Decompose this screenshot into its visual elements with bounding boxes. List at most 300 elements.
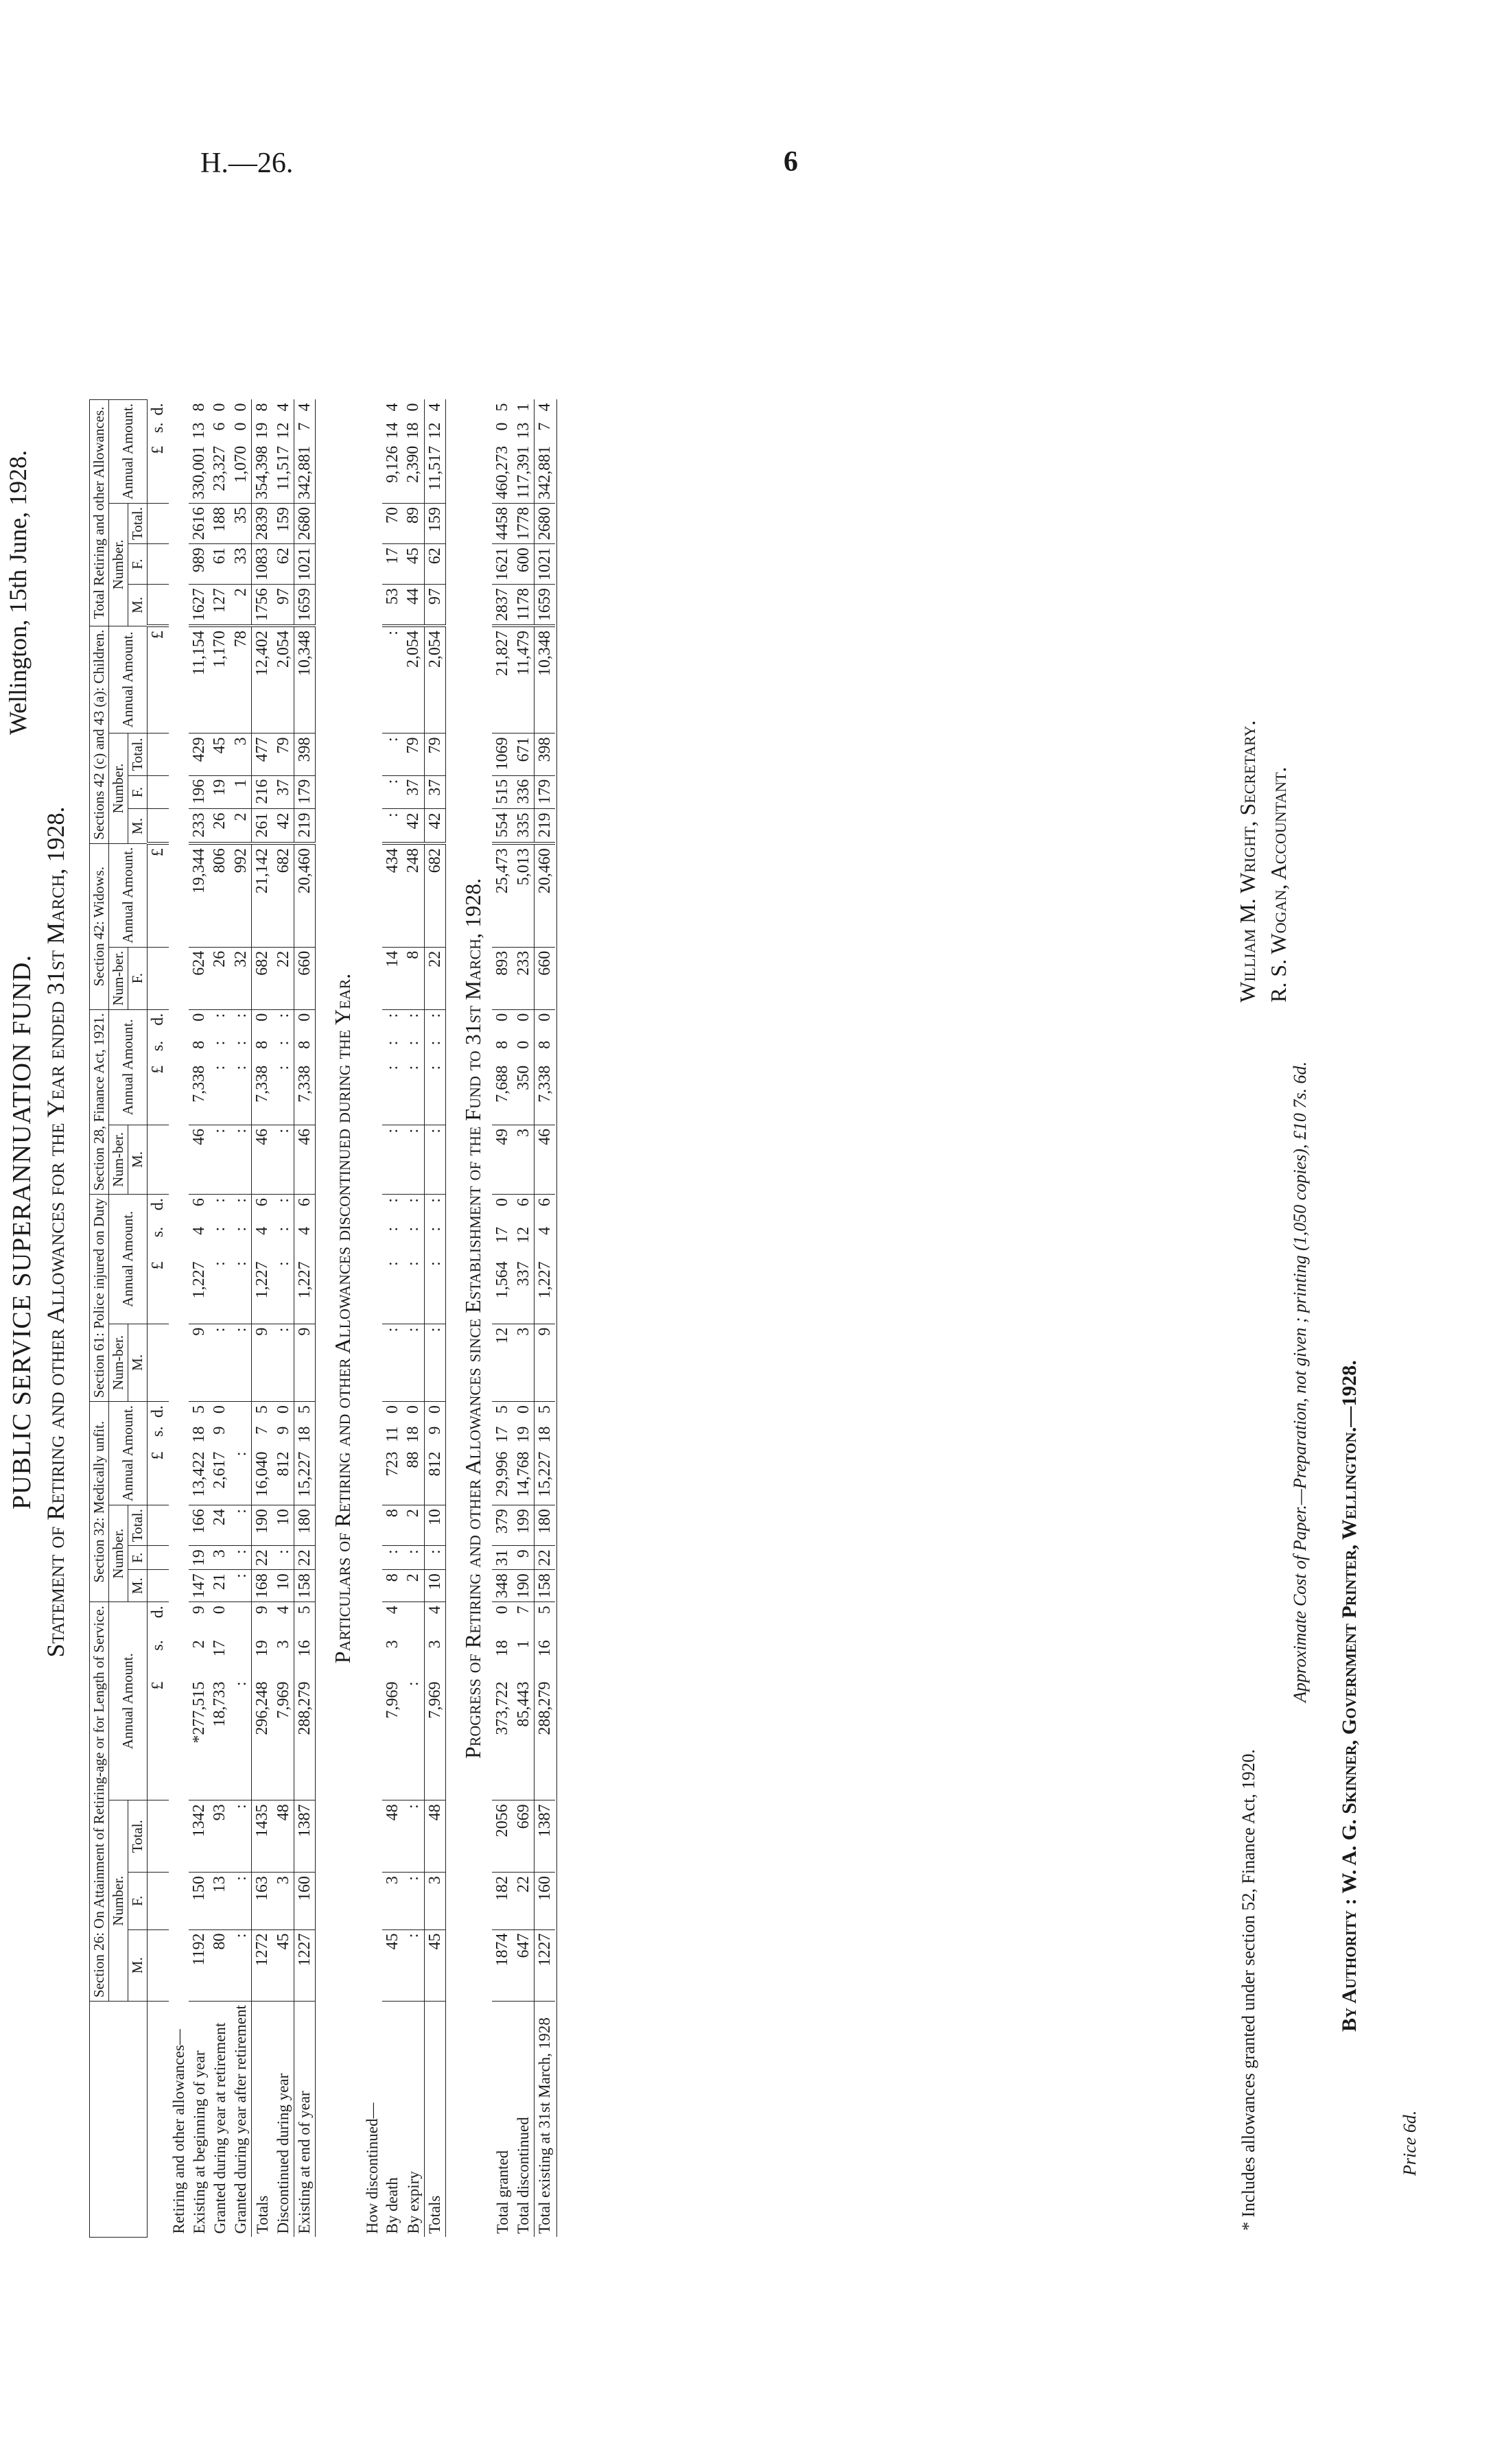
blank-cell [148, 2002, 169, 2238]
header-annual-amount: Annual Amount. [109, 626, 148, 734]
value-cell: 160 [294, 1873, 315, 1929]
value-cell: 1756 [252, 585, 273, 626]
value-cell: : [274, 1013, 292, 1018]
blank-cell [148, 1546, 169, 1570]
value-cell: 233 [189, 809, 209, 843]
value-cell: 3 [424, 1873, 445, 1929]
value-cell: 9 [294, 1324, 315, 1402]
pence-sign: d. [149, 1198, 167, 1211]
value-cell: 45 [403, 544, 424, 585]
header-m: M. [128, 585, 148, 626]
header-m: M. [128, 1570, 148, 1602]
cost-note: Approximate Cost of Paper.—Preparation, not given ; printing (1,050 copies), £10 7s. 6d. [1290, 1061, 1310, 1702]
row-label: Granted during year at retirement [211, 2022, 228, 2234]
value-cell: 8 [382, 1505, 403, 1546]
value-cell: : [382, 775, 403, 809]
value-cell: 0 [189, 1013, 208, 1022]
value-cell: 33 [231, 544, 252, 585]
value-cell: : [403, 1125, 424, 1194]
value-cell: 18 [189, 1426, 208, 1443]
value-cell: 180 [294, 1505, 315, 1546]
value-cell: 4 [274, 1606, 292, 1615]
value-cell: 70 [382, 503, 403, 543]
value-cell: 8 [252, 1037, 273, 1062]
header-s61: Section 61: Police injured on Duty [90, 1195, 109, 1402]
value-cell: : [273, 1546, 294, 1570]
value-cell: : [274, 1226, 292, 1232]
value-cell: 460,273 [492, 443, 513, 504]
table-row [273, 399, 294, 2237]
value-cell: 9,126 [382, 443, 403, 504]
header-number: Num-ber. [109, 1125, 128, 1194]
blank-cell [148, 1800, 169, 1873]
value-cell: 723 [382, 1448, 403, 1505]
value-cell: 2 [189, 1640, 208, 1649]
table-row [209, 399, 230, 2237]
value-cell: : [209, 1125, 230, 1194]
value-cell: : [231, 1873, 252, 1929]
table-row [403, 399, 424, 2237]
header-annual-amount: Annual Amount. [109, 1195, 148, 1324]
pence-sign: d. [149, 403, 167, 416]
value-cell: : [231, 1040, 250, 1046]
blank-cell [148, 503, 169, 543]
value-cell: 233 [513, 947, 535, 1009]
value-cell: 18 [493, 1640, 512, 1657]
value-cell: 4 [383, 403, 401, 412]
value-cell: 0 [514, 1013, 532, 1022]
value-cell: 42 [273, 809, 294, 843]
pence-sign: d. [149, 1405, 167, 1418]
value-cell: 16 [534, 1636, 555, 1678]
value-cell: 166 [189, 1505, 209, 1546]
value-cell: 2,617 [209, 1448, 230, 1505]
row-label: By death [384, 2177, 401, 2234]
place-date: Wellington, 15th June, 1928. [4, 449, 32, 735]
value-cell: : [403, 1873, 424, 1929]
value-cell: 806 [209, 843, 230, 947]
value-cell: 10 [424, 1570, 445, 1602]
value-cell: 45 [273, 1929, 294, 2002]
value-cell: 342,881 [534, 443, 555, 504]
value-cell: 16,040 [252, 1448, 273, 1505]
value-cell: 11,517 [424, 443, 445, 504]
value-cell: 1083 [252, 544, 273, 585]
pound-sign: £ [148, 1678, 169, 1800]
value-cell: 669 [513, 1800, 535, 1873]
header-number: Num-ber. [109, 1324, 128, 1402]
value-cell: 647 [513, 1929, 535, 2002]
value-cell: 46 [189, 1125, 209, 1194]
value-cell: 5 [534, 1402, 555, 1423]
value-cell: 45 [382, 1929, 403, 2002]
value-cell: 9 [211, 1426, 229, 1435]
blank-cell [555, 399, 557, 2237]
value-cell: 12 [274, 422, 292, 439]
value-cell: : [211, 1040, 229, 1046]
value-cell: 37 [403, 775, 424, 809]
value-cell: 14 [383, 422, 401, 439]
section-heading: Progress of Retiring and other Allowances since Establishment of the Fund to 31st March, 1928. [445, 399, 492, 2237]
header-number: Number. [109, 503, 128, 626]
value-cell: 7 [294, 419, 315, 443]
value-cell: : [273, 1125, 294, 1194]
value-cell: 158 [534, 1570, 555, 1602]
value-cell: 19 [252, 419, 273, 443]
value-cell: : [211, 1198, 229, 1203]
value-cell: 4 [424, 399, 445, 419]
value-cell: 0 [534, 1009, 555, 1037]
value-cell: 4 [189, 1226, 208, 1235]
header-number: Number. [109, 734, 128, 843]
value-cell: 0 [231, 422, 250, 431]
row-label: Existing at end of year [294, 2002, 315, 2238]
value-cell: : [424, 1324, 445, 1402]
value-cell: 7,969 [273, 1678, 294, 1800]
table-row [492, 399, 513, 2237]
shillings-sign: s. [149, 1426, 167, 1437]
value-cell [231, 1636, 252, 1678]
pound-sign: £ [148, 1448, 169, 1505]
value-cell: : [424, 1546, 445, 1570]
value-cell: 46 [252, 1125, 273, 1194]
value-cell: 1227 [294, 1929, 315, 2002]
value-cell: 0 [493, 422, 512, 431]
value-cell: 8 [189, 1040, 208, 1049]
table-row [424, 399, 445, 2237]
value-cell: : [382, 626, 403, 734]
row-label: Total discontinued [515, 2117, 532, 2234]
value-cell: 0 [404, 403, 423, 412]
value-cell: 812 [273, 1448, 294, 1505]
value-cell: 9 [252, 1324, 273, 1402]
value-cell: 288,279 [534, 1678, 555, 1800]
value-cell: 7 [252, 1423, 273, 1448]
table-row [382, 399, 403, 2237]
value-cell: 6 [211, 422, 229, 431]
value-cell: 893 [492, 947, 513, 1009]
value-cell: 660 [294, 947, 315, 1009]
value-cell: 992 [231, 843, 252, 947]
value-cell: 196 [189, 775, 209, 809]
value-cell: 15,227 [294, 1448, 315, 1505]
value-cell: 2 [231, 809, 252, 843]
value-cell: : [403, 1546, 424, 1570]
value-cell: 2,054 [424, 626, 445, 734]
blank-cell [148, 809, 169, 843]
value-cell: 1,170 [209, 626, 230, 734]
value-cell: : [383, 1013, 401, 1018]
value-cell: 1178 [513, 585, 535, 626]
value-cell: 5 [534, 1602, 555, 1637]
value-cell: 7,688 [492, 1062, 513, 1125]
value-cell: : [231, 1324, 252, 1402]
header-f: F. [128, 775, 148, 809]
header-tot: Total. [128, 1505, 148, 1546]
value-cell: 17 [493, 1226, 512, 1243]
value-cell: : [404, 1013, 423, 1018]
value-cell: 19 [209, 775, 230, 809]
value-cell: 49 [492, 1125, 513, 1194]
value-cell: : [403, 1800, 424, 1873]
value-cell: : [231, 1546, 252, 1570]
pound-sign: £ [148, 843, 169, 947]
pence-sign: d. [149, 1606, 167, 1619]
value-cell: 9 [534, 1324, 555, 1402]
document-title: PUBLIC SERVICE SUPERANNUATION FUND. [8, 954, 36, 1510]
shillings-sign: s. [149, 1040, 167, 1052]
header-row [90, 399, 109, 2237]
value-cell: 0 [404, 1405, 423, 1414]
header-s32: Section 32: Medically unfit. [90, 1402, 109, 1602]
value-cell: 1342 [189, 1800, 209, 1873]
value-cell: 8 [493, 1040, 512, 1049]
header-s42: Section 42: Widows. [90, 843, 109, 1009]
value-cell: : [382, 1324, 403, 1402]
value-cell: : [424, 1009, 445, 1037]
value-cell: : [274, 1198, 292, 1203]
value-cell: 46 [294, 1125, 315, 1194]
value-cell: 179 [294, 775, 315, 809]
value-cell: 1659 [294, 585, 315, 626]
value-cell: 29,996 [492, 1448, 513, 1505]
value-cell: 127 [209, 585, 230, 626]
value-cell: 248 [403, 843, 424, 947]
value-cell: 11,517 [273, 443, 294, 504]
value-cell: : [209, 1258, 230, 1324]
value-cell: : [231, 1258, 252, 1324]
value-cell: : [274, 1040, 292, 1046]
value-cell: 42 [403, 809, 424, 843]
value-cell: : [231, 1505, 252, 1546]
value-cell: 5,013 [513, 843, 535, 947]
table-row [189, 399, 209, 2237]
value-cell: 11,154 [189, 626, 209, 734]
value-cell: 5 [189, 1405, 208, 1414]
header-m: M. [128, 1125, 148, 1194]
value-cell: 7,338 [189, 1062, 209, 1125]
header-s28: Section 28, Finance Act, 1921. [90, 1009, 109, 1194]
value-cell: 4 [274, 403, 292, 412]
value-cell: 348 [492, 1570, 513, 1602]
value-cell: 6 [294, 1195, 315, 1223]
value-cell: 682 [424, 843, 445, 947]
value-cell: 216 [252, 775, 273, 809]
value-cell: 6 [534, 1195, 555, 1223]
value-cell: 624 [189, 947, 209, 1009]
value-cell: 14,768 [513, 1448, 535, 1505]
value-cell: 150 [189, 1873, 209, 1929]
secretary-signature: William M. Wright, Secretary. [1235, 720, 1260, 1002]
value-cell: 2839 [252, 503, 273, 543]
value-cell: 1 [514, 403, 532, 412]
value-cell: 45 [424, 1929, 445, 2002]
value-cell: 0 [231, 403, 250, 412]
value-cell: 1621 [492, 544, 513, 585]
value-cell: 13 [514, 422, 532, 439]
value-cell: 46 [534, 1125, 555, 1194]
value-cell: 12 [492, 1324, 513, 1402]
value-cell: 3 [209, 1546, 230, 1570]
value-cell: 22 [273, 947, 294, 1009]
value-cell: 9 [513, 1546, 535, 1570]
value-cell: 2 [403, 1570, 424, 1602]
value-cell: : [231, 1198, 250, 1203]
value-cell: 8 [534, 1037, 555, 1062]
pence-sign: d. [149, 1013, 167, 1026]
value-cell: 1192 [189, 1929, 209, 2002]
row-label: Discontinued during year [274, 2073, 292, 2234]
value-cell: 1,227 [294, 1258, 315, 1324]
value-cell: 4 [534, 1223, 555, 1258]
header-row [109, 399, 128, 2237]
value-cell: : [424, 1195, 445, 1223]
value-cell: 8 [294, 1037, 315, 1062]
value-cell: 354,398 [252, 443, 273, 504]
value-cell: 163 [252, 1873, 273, 1929]
header-annual-amount: Annual Amount. [109, 843, 148, 947]
value-cell: 168 [252, 1570, 273, 1602]
value-cell: 429 [189, 734, 209, 775]
value-cell: 18 [404, 422, 423, 439]
value-cell: 14 [382, 947, 403, 1009]
pound-sign: £ [148, 626, 169, 734]
value-cell: 10 [424, 1505, 445, 1546]
value-cell: 79 [273, 734, 294, 775]
section-heading-row [445, 399, 492, 2237]
table-row [362, 399, 382, 2237]
value-cell: : [382, 809, 403, 843]
value-cell: 42 [424, 809, 445, 843]
value-cell: 0 [514, 1040, 532, 1049]
row-label: Granted during year after retirement [232, 2005, 250, 2234]
value-cell: : [273, 1258, 294, 1324]
value-cell: 8 [382, 1570, 403, 1602]
value-cell: 44 [403, 585, 424, 626]
value-cell: 21 [209, 1570, 230, 1602]
value-cell: 0 [294, 1009, 315, 1037]
value-cell: 190 [252, 1505, 273, 1546]
value-cell: 219 [294, 809, 315, 843]
value-cell: 35 [231, 503, 252, 543]
value-cell: : [211, 1226, 229, 1232]
value-cell: 2680 [294, 503, 315, 543]
value-cell: 0 [493, 1198, 512, 1207]
value-cell: 18 [534, 1423, 555, 1448]
header-m: M. [128, 1324, 148, 1402]
row-label: Total existing at 31st March, 1928 [534, 2002, 555, 2238]
value-cell: : [404, 1040, 423, 1046]
header-tot: Total. [128, 503, 148, 543]
value-cell: : [231, 1013, 250, 1018]
value-cell: 9 [274, 1426, 292, 1435]
value-cell: 3 [513, 1324, 535, 1402]
value-cell: 17 [493, 1426, 512, 1443]
allowances-table [89, 399, 557, 2238]
value-cell: 159 [424, 503, 445, 543]
blank-cell [148, 1873, 169, 1929]
value-cell: 85,443 [513, 1678, 535, 1800]
value-cell: 11 [383, 1426, 401, 1442]
value-cell: 5 [493, 403, 512, 412]
value-cell: 3 [513, 1125, 535, 1194]
value-cell: 12 [514, 1226, 532, 1243]
value-cell: 5 [294, 1402, 315, 1423]
value-cell: 1069 [492, 734, 513, 775]
value-cell: : [231, 1226, 250, 1232]
value-cell: 13 [209, 1873, 230, 1929]
header-f: F. [128, 1546, 148, 1570]
value-cell: 682 [273, 843, 294, 947]
value-cell: 7,338 [294, 1062, 315, 1125]
value-cell: : [424, 1062, 445, 1125]
value-cell: 2,390 [403, 443, 424, 504]
pound-sign: £ [148, 1062, 169, 1125]
value-cell: 600 [513, 544, 535, 585]
value-cell: : [424, 1223, 445, 1258]
value-cell: : [403, 1062, 424, 1125]
table-row [231, 399, 252, 2237]
blank-cell [148, 1570, 169, 1602]
value-cell: 6 [514, 1198, 532, 1207]
value-cell: 88 [403, 1448, 424, 1505]
value-cell: : [403, 1678, 424, 1800]
value-cell: 350 [513, 1062, 535, 1125]
value-cell: 199 [513, 1505, 535, 1546]
accountant-signature: R. S. Wogan, Accountant. [1266, 766, 1291, 1002]
value-cell: 9 [189, 1324, 209, 1402]
value-cell: : [211, 1013, 229, 1018]
value-cell: 1,070 [231, 443, 252, 504]
value-cell: 6 [189, 1198, 208, 1207]
value-cell: 7,338 [534, 1062, 555, 1125]
header-number: Num-ber. [109, 947, 128, 1009]
value-cell: 219 [534, 809, 555, 843]
value-cell: 19,344 [189, 843, 209, 947]
value-cell: 22 [513, 1873, 535, 1929]
value-cell: 159 [273, 503, 294, 543]
value-cell: 7 [534, 419, 555, 443]
value-cell: 671 [513, 734, 535, 775]
value-cell: 19 [514, 1426, 532, 1443]
value-cell: 15,227 [534, 1448, 555, 1505]
value-cell: 160 [534, 1873, 555, 1929]
value-cell: 5 [493, 1405, 512, 1414]
table-row [513, 399, 535, 2237]
value-cell: 10 [273, 1570, 294, 1602]
value-cell: 62 [424, 544, 445, 585]
value-cell: 22 [534, 1546, 555, 1570]
header-m: F. [128, 947, 148, 1009]
value-cell: : [231, 1448, 252, 1505]
value-cell: 398 [294, 734, 315, 775]
table-row [252, 399, 273, 2237]
value-cell: : [382, 1546, 403, 1570]
value-cell: 80 [209, 1929, 230, 2002]
value-cell: 1272 [252, 1929, 273, 2002]
price: Price 6d. [1400, 2110, 1420, 2176]
header-f: F. [128, 544, 148, 585]
value-cell: 1227 [534, 1929, 555, 2002]
value-cell: : [403, 1324, 424, 1402]
value-cell: : [209, 1324, 230, 1402]
value-cell: 682 [252, 947, 273, 1009]
value-cell: 45 [209, 734, 230, 775]
units-row [148, 399, 169, 2237]
value-cell: *277,515 [189, 1678, 209, 1800]
value-cell: : [382, 1125, 403, 1194]
value-cell: 53 [382, 585, 403, 626]
